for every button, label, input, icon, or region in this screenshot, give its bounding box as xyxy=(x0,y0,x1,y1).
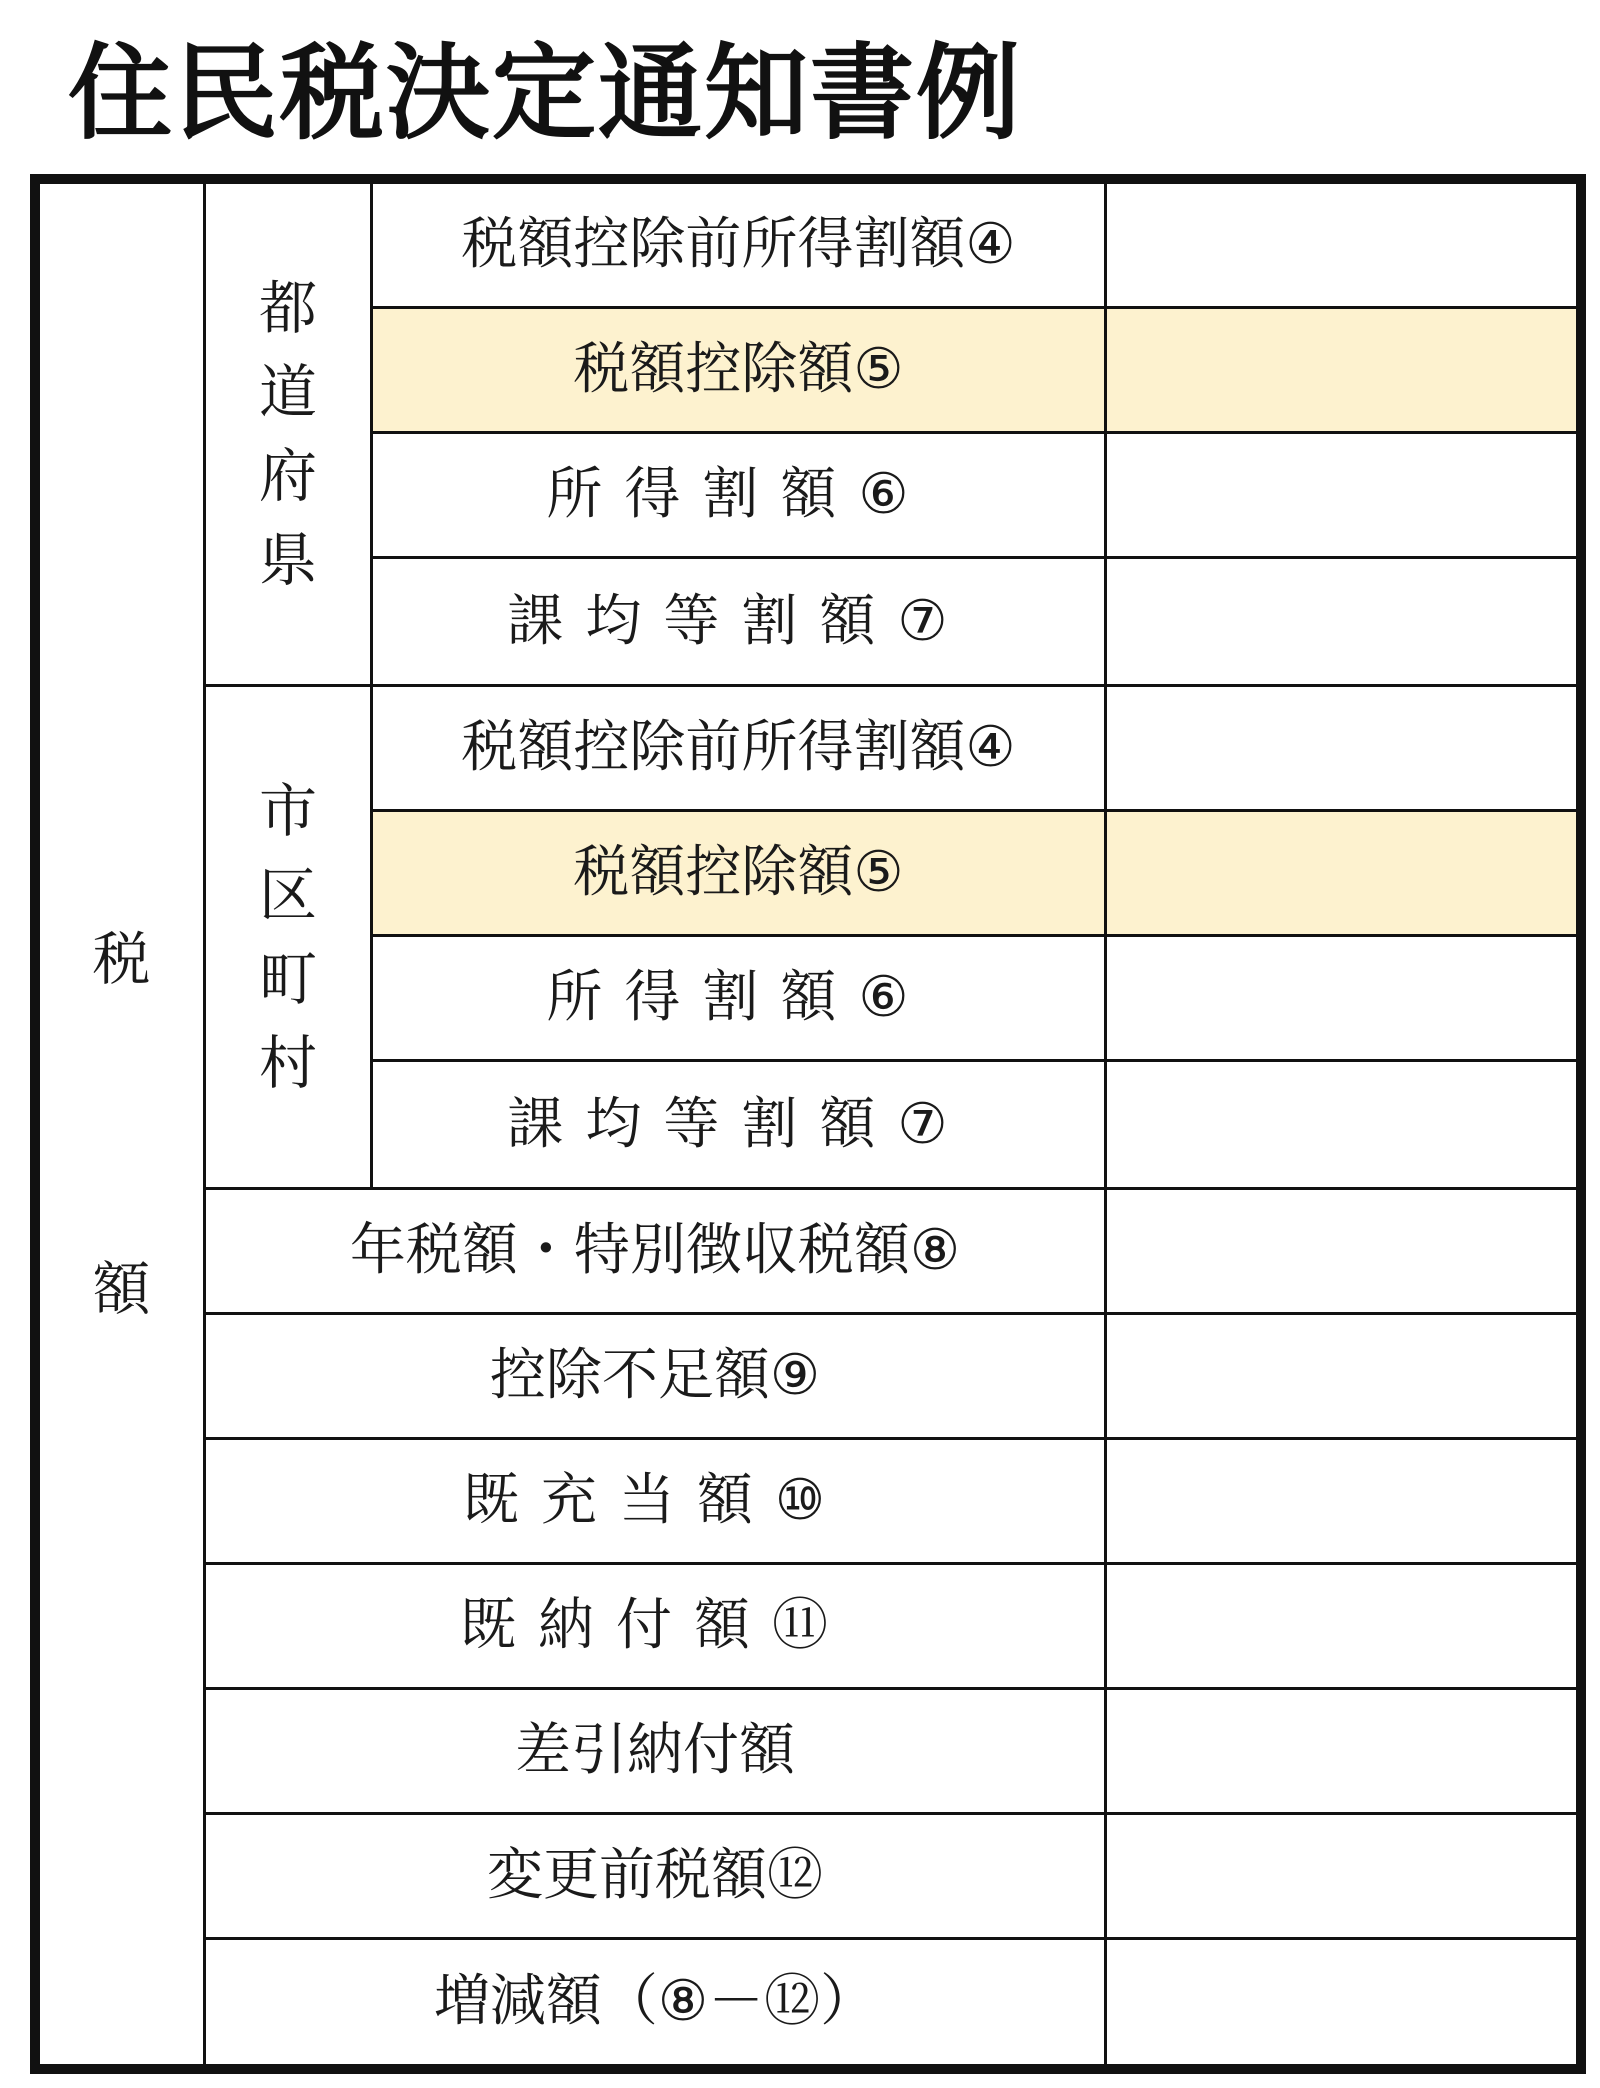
grid-line xyxy=(370,556,1576,559)
outer-label-char: 額 xyxy=(92,1255,151,1323)
muni-value-pre-deduction xyxy=(1107,687,1576,809)
pref-value-tax-deduction xyxy=(1107,309,1576,431)
row-change-amount: 増減額（⑧－⑫） xyxy=(433,1969,877,2034)
grid-line xyxy=(203,1937,1576,1940)
grid-line xyxy=(203,1687,1576,1690)
muni-value-per-capita xyxy=(1107,1062,1576,1187)
group-label-char: 道 xyxy=(258,358,317,426)
grid-line xyxy=(370,934,1576,937)
row-already-applied: 既充当額⑩ xyxy=(462,1468,848,1533)
value-already-applied xyxy=(1107,1440,1576,1562)
muni-row-per-capita: 課均等割額⑦ xyxy=(507,1091,970,1157)
outer-label-tax xyxy=(40,184,203,2064)
pref-row-income-levy: 所得割額⑥ xyxy=(546,462,931,527)
row-net-payment: 差引納付額 xyxy=(515,1718,795,1783)
grid-line xyxy=(203,1437,1576,1440)
group-label-char: 市 xyxy=(258,777,317,845)
muni-row-pre-deduction: 税額控除前所得割額④ xyxy=(461,715,1016,780)
row-already-paid: 既納付額⑪ xyxy=(460,1593,850,1658)
grid-line xyxy=(370,809,1576,812)
group-label-char: 区 xyxy=(258,861,317,929)
pref-row-pre-deduction: 税額控除前所得割額④ xyxy=(461,212,1016,277)
grid-line xyxy=(203,1312,1576,1315)
value-annual-tax xyxy=(1107,1190,1576,1312)
grid-line xyxy=(370,306,1576,309)
muni-value-income-levy xyxy=(1107,937,1576,1059)
pref-row-tax-deduction: 税額控除額⑤ xyxy=(373,309,1104,431)
row-deduction-shortfall: 控除不足額⑨ xyxy=(489,1343,821,1408)
grid-line xyxy=(203,1562,1576,1565)
grid-line xyxy=(1104,184,1107,2064)
grid-line xyxy=(370,431,1576,434)
group-label-municipality xyxy=(206,687,370,1187)
value-deduction-shortfall xyxy=(1107,1315,1576,1437)
value-previous-tax xyxy=(1107,1815,1576,1937)
group-label-char: 町 xyxy=(258,945,317,1013)
outer-label-char: 税 xyxy=(92,925,151,993)
group-label-prefecture xyxy=(206,184,370,684)
group-label-char: 村 xyxy=(258,1029,317,1097)
group-label-char: 府 xyxy=(258,442,317,510)
value-already-paid xyxy=(1107,1565,1576,1687)
row-previous-tax: 変更前税額⑫ xyxy=(487,1843,823,1908)
muni-row-income-levy: 所得割額⑥ xyxy=(546,965,931,1030)
page-title: 住民税決定通知書例 xyxy=(68,32,1023,154)
value-change-amount xyxy=(1107,1940,1576,2064)
pref-row-per-capita: 課均等割額⑦ xyxy=(507,588,970,654)
pref-value-income-levy xyxy=(1107,434,1576,556)
grid-line xyxy=(370,1059,1576,1062)
row-annual-tax: 年税額・特別徴収税額⑧ xyxy=(349,1218,961,1283)
grid-line xyxy=(203,184,206,2064)
muni-row-tax-deduction: 税額控除額⑤ xyxy=(373,812,1104,934)
muni-value-tax-deduction xyxy=(1107,812,1576,934)
grid-line xyxy=(203,1187,1576,1190)
tax-table xyxy=(30,174,1586,2074)
grid-line xyxy=(203,1812,1576,1815)
value-net-payment xyxy=(1107,1690,1576,1812)
pref-value-pre-deduction xyxy=(1107,184,1576,306)
group-label-char: 県 xyxy=(258,526,317,594)
pref-value-per-capita xyxy=(1107,559,1576,684)
group-label-char: 都 xyxy=(258,274,317,342)
grid-line xyxy=(203,684,1576,687)
